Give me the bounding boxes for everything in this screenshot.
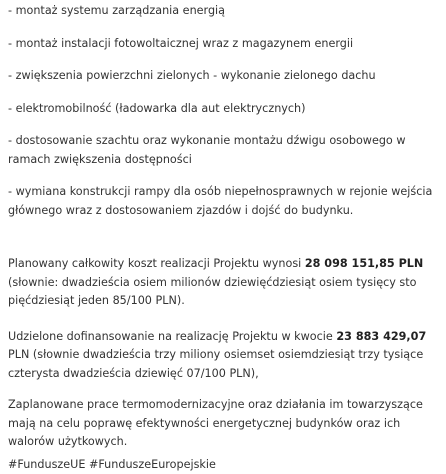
funding-text-after: PLN (słownie dwadzieścia trzy miliony osiemset osiemdziesiąt trzy tysiące czterysta dwadzieścia dziewięć 07/100 PLN), <box>8 348 423 380</box>
list-item: - elektromobilność (ładowarka dla aut elektrycznych) <box>8 100 436 119</box>
cost-amount: 28 098 151,85 PLN <box>305 257 423 270</box>
list-item: - wymiana konstrukcji rampy dla osób niepełnosprawnych w rejonie wejścia głównego wraz z dostosowaniem zjazdów i dojść do budynku. <box>8 183 436 220</box>
list-item: - montaż systemu zarządzania energią <box>8 2 436 21</box>
funding-paragraph <box>8 328 436 384</box>
cost-paragraph <box>8 255 436 311</box>
funding-text-before: Udzielone dofinansowanie na realizację Projektu w kwocie <box>8 330 336 343</box>
list-item: - zwiększenia powierzchni zielonych - wykonanie zielonego dachu <box>8 67 436 86</box>
hashtags[interactable]: #FunduszeUE #FunduszeEuropejskie <box>8 456 436 474</box>
cost-text-before: Planowany całkowity koszt realizacji Projektu wynosi <box>8 257 305 270</box>
closing-paragraph: Zaplanowane prace termomodernizacyjne oraz działania im towarzyszące mają na celu poprawę efektywności energetycznej budynków oraz ich walorów użytkowych. <box>8 396 436 452</box>
cost-text-after: (słownie: dwadzieścia osiem milionów dziewięćdziesiąt osiem tysięcy sto pięćdziesiąt jeden 85/100 PLN). <box>8 276 416 308</box>
article-body <box>8 2 436 474</box>
list-item: - dostosowanie szachtu oraz wykonanie montażu dźwigu osobowego w ramach zwiększenia dostępności <box>8 132 436 169</box>
list-item: - montaż instalacji fotowoltaicznej wraz z magazynem energii <box>8 35 436 54</box>
funding-amount: 23 883 429,07 <box>336 330 426 343</box>
